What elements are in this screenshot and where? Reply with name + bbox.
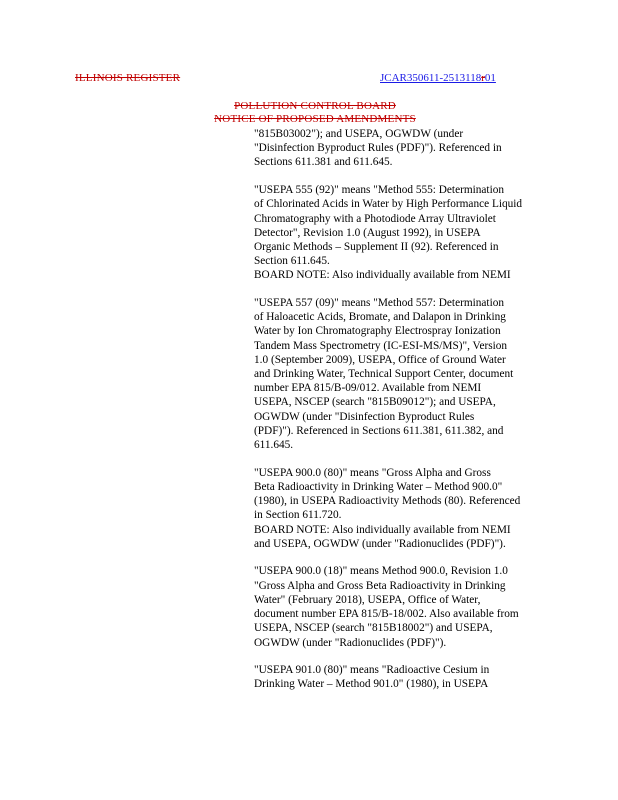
text-line: "815B03002"); and USEPA, OGWDW (under [254,128,464,140]
header-right-deleted: r [481,72,485,84]
paragraph-4 [254,466,576,551]
text-line: and USEPA, OGWDW (under "Radionuclides (PDF)"). [254,537,506,550]
text-line: Detector", Revision 1.0 (August 1992), in USEPA [254,226,481,239]
paragraph-2 [254,183,576,282]
text-line: Organic Methods – Supplement II (92). Referenced in [254,240,499,253]
text-line: of Chlorinated Acids in Water by High Performance Liquid [254,198,523,211]
text-line: 611.645. [254,439,294,452]
text-line: (1980), in USEPA Radioactivity Methods (80). Referenced [254,495,521,508]
text-line: "USEPA 555 (92)" means "Method 555: Determination [254,184,505,197]
text-line: BOARD NOTE: Also individually available from NEMI [254,269,511,282]
text-line: Water" (February 2018), USEPA, Office of Water, [254,593,481,606]
text-line: of Haloacetic Acids, Bromate, and Dalapon in Drinking [254,311,506,324]
text-line: (PDF)"). Referenced in Sections 611.381, 611.382, and [254,424,504,437]
header-right-suffix: 01 [484,72,496,84]
text-line: "Disinfection Byproduct Rules (PDF)"). Referenced in [254,142,502,155]
text-line: "Gross Alpha and Gross Beta Radioactivity in Drinking [254,579,506,592]
text-line: Water by Ion Chromatography Electrospray Ionization [254,325,501,338]
text-line: Tandem Mass Spectrometry (IC-ESI-MS/MS)", Version [254,339,508,352]
text-line: and Drinking Water, Technical Support Center, document [254,368,514,381]
text-line: Drinking Water – Method 901.0" (1980), in USEPA [254,678,489,691]
text-line: Beta Radioactivity in Drinking Water – Method 900.0" [254,480,503,493]
text-line: number EPA 815/B-09/012. Available from NEMI [254,382,482,395]
header-left: ILLINOIS REGISTER [75,72,181,84]
header-right-prefix: JCAR350611-2513118 [380,72,482,84]
title-line-1: POLLUTION CONTROL BOARD [234,100,396,112]
text-line: BOARD NOTE: Also individually available from NEMI [254,523,511,536]
text-line: Chromatography with a Photodiode Array Ultraviolet [254,212,496,225]
text-line: "USEPA 900.0 (80)" means "Gross Alpha and Gross [254,466,491,479]
text-line: "USEPA 900.0 (18)" means Method 900.0, Revision 1.0 [254,565,508,578]
text-line: USEPA, NSCEP (search "815B18002") and USEPA, [254,622,493,635]
document-body [254,127,576,705]
text-line: USEPA, NSCEP (search "815B09012"); and USEPA, [254,396,496,409]
text-line: OGWDW (under "Radionuclides (PDF)"). [254,636,447,649]
text-line: in Section 611.720. [254,509,342,522]
text-line: Sections 611.381 and 611.645. [254,156,393,169]
text-line: 1.0 (September 2009), USEPA, Office of Ground Water [254,353,506,366]
paragraph-3 [254,296,576,452]
text-line: Section 611.645. [254,255,330,268]
text-line: OGWDW (under "Disinfection Byproduct Rules [254,410,475,423]
title-line-2: NOTICE OF PROPOSED AMENDMENTS [214,113,416,125]
paragraph-1 [254,127,576,170]
paragraph-6 [254,663,576,691]
text-line: "USEPA 901.0 (80)" means "Radioactive Cesium in [254,664,490,677]
text-line: document number EPA 815/B-18/002. Also available from [254,608,519,621]
paragraph-5 [254,564,576,649]
header-right [380,72,496,84]
text-line: "USEPA 557 (09)" means "Method 557: Determination [254,297,505,310]
